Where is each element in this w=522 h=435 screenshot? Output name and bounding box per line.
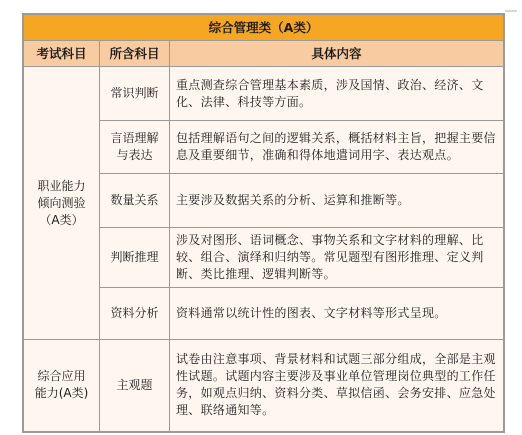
subject-cell: 判断推理	[100, 227, 170, 288]
table-header-row	[24, 41, 504, 67]
header-included-subject: 所含科目	[100, 41, 170, 67]
subject-cell: 数量关系	[100, 174, 170, 227]
subject-cell: 资料分析	[100, 288, 170, 339]
header-content: 具体内容	[170, 41, 504, 67]
subject-cell: 主观题	[100, 339, 170, 431]
window-edge-mark	[505, 10, 517, 12]
subject-cell: 言语理解 与表达	[100, 120, 170, 173]
content-cell: 包括理解语句之间的逻辑关系，概括材料主旨，把握主要信息及重要细节，准确和得体地遣词用字、表达观点。	[170, 120, 504, 173]
exam-subjects-table	[23, 14, 504, 432]
header-exam-subject: 考试科目	[24, 41, 100, 67]
content-cell: 试卷由注意事项、背景材料和试题三部分组成，全部是主观性试题。试题内容主要涉及事业单位管理岗位典型的工作任务，如观点归纳、资料分类、草拟信函、会务安排、应急处理、联络通知等。	[170, 339, 504, 431]
group-label-applied: 综合应用 能力(A类)	[24, 339, 100, 431]
table-row	[24, 67, 504, 120]
group-label-aptitude: 职业能力 倾向测验 （A类）	[24, 67, 100, 339]
table-title: 综合管理类（A类）	[24, 15, 504, 41]
content-cell: 主要涉及数据关系的分析、运算和推断等。	[170, 174, 504, 227]
content-cell: 涉及对图形、语词概念、事物关系和文字材料的理解、比较、组合、演绎和归纳等。常见题型有图形推理、定义判断、类比推理、逻辑判断等。	[170, 227, 504, 288]
content-cell: 重点测查综合管理基本素质，涉及国情、政治、经济、文化、法律、科技等方面。	[170, 67, 504, 120]
table-row	[24, 339, 504, 431]
subject-cell: 常识判断	[100, 67, 170, 120]
exam-table-frame	[22, 13, 505, 433]
content-cell: 资料通常以统计性的图表、文字材料等形式呈现。	[170, 288, 504, 339]
